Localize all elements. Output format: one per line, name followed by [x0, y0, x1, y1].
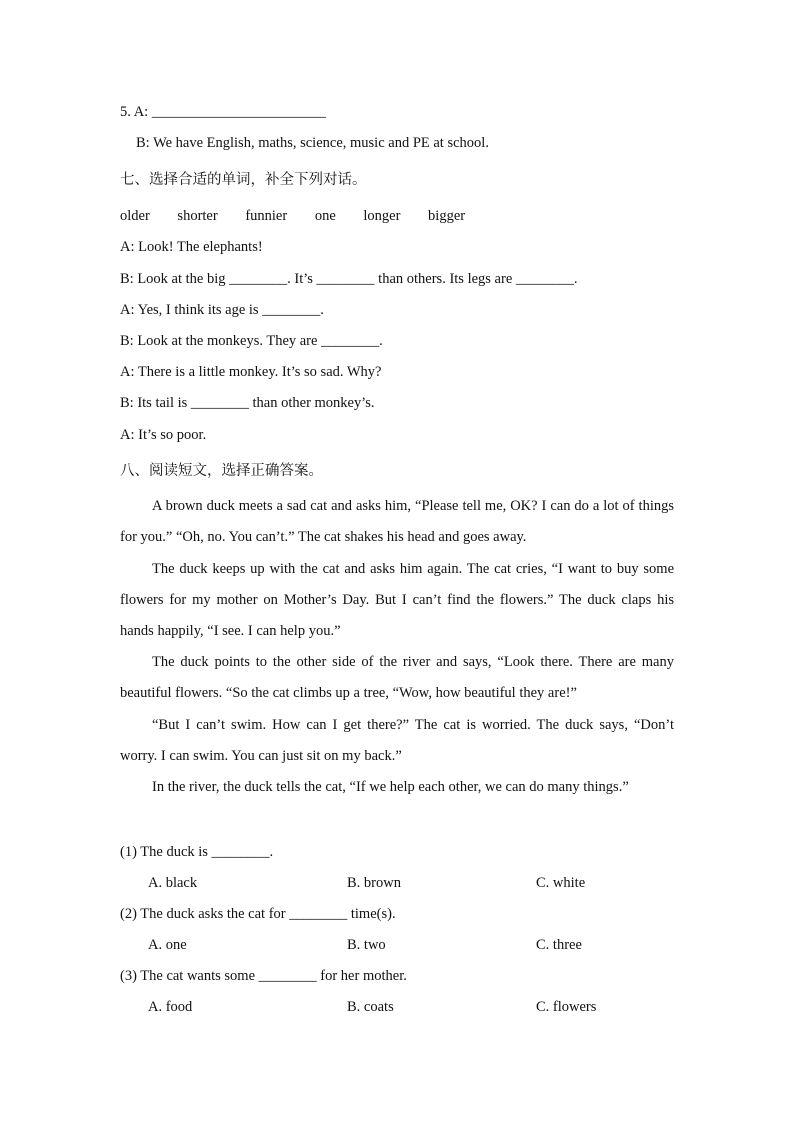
word-bank-item: older [120, 208, 150, 224]
option-b: B. coats [347, 999, 394, 1015]
word-bank-item: funnier [245, 208, 288, 224]
section-8-heading: 八、阅读短文，选择正确答案。 [120, 463, 323, 479]
dialogue-line: A: Look! The elephants! [120, 239, 263, 255]
passage-paragraph: A brown duck meets a sad cat and asks him, “Please tell me, OK? I can do a lot of things for you.” “Oh, no. You can’t.” The cat shakes his head and goes away. [120, 498, 674, 546]
passage-paragraph: “But I can’t swim. How can I get there?” The cat is worried. The duck says, “Don’t worry. I can swim. You can just sit on my back.” [120, 717, 674, 765]
option-c: C. three [536, 937, 582, 953]
word-bank-item: bigger [428, 208, 466, 224]
section-7-heading: 七、选择合适的单词，补全下列对话。 [120, 172, 367, 188]
question-stem: (1) The duck is ________. [120, 844, 274, 860]
dialogue-line: B: Look at the big ________. It’s ________ than others. Its legs are ________. [120, 271, 578, 287]
option-c: C. flowers [536, 999, 597, 1015]
option-a: A. one [148, 937, 187, 953]
passage-paragraph: The duck keeps up with the cat and asks him again. The cat cries, “I want to buy some flowers for my mother on Mother’s Day. But I can’t find the flowers.” The duck claps his hands happily, “I see. I can help you.” [120, 561, 674, 640]
option-a: A. black [148, 875, 198, 891]
dialogue-line: A: There is a little monkey. It’s so sad. Why? [120, 364, 382, 380]
passage-paragraph: In the river, the duck tells the cat, “If we help each other, we can do many things.” [152, 779, 629, 795]
word-bank-item: shorter [177, 208, 218, 224]
dialogue-line: B: Its tail is ________ than other monkey’s. [120, 395, 375, 411]
question-stem: (3) The cat wants some ________ for her mother. [120, 968, 407, 984]
word-bank-item: longer [363, 208, 401, 224]
passage-paragraph: The duck points to the other side of the river and says, “Look there. There are many beautiful flowers. “So the cat climbs up a tree, “Wow, how beautiful they are!” [120, 654, 674, 702]
option-a: A. food [148, 999, 193, 1015]
dialogue-line: A: Yes, I think its age is ________. [120, 302, 324, 318]
question-5-b: B: We have English, maths, science, music and PE at school. [136, 135, 489, 151]
word-bank [120, 207, 489, 225]
dialogue-line: A: It’s so poor. [120, 427, 207, 443]
question-5-a: 5. A: ________________________ [120, 104, 326, 120]
option-b: B. two [347, 937, 386, 953]
question-stem: (2) The duck asks the cat for ________ time(s). [120, 906, 396, 922]
option-b: B. brown [347, 875, 401, 891]
dialogue-line: B: Look at the monkeys. They are ________. [120, 333, 383, 349]
word-bank-item: one [314, 208, 336, 224]
option-c: C. white [536, 875, 586, 891]
